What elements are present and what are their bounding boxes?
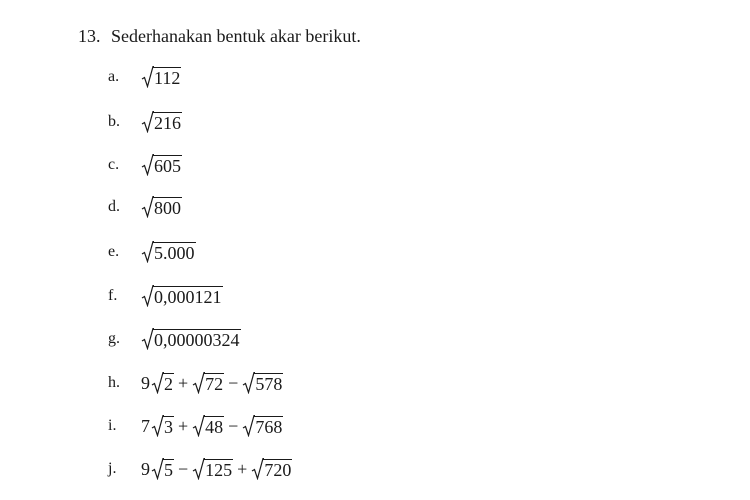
radicand: 125 [205,460,233,480]
radicand: 578 [255,374,283,394]
item-letter: h. [108,374,120,391]
radicand: 216 [154,113,181,133]
list-item [108,192,182,222]
radical-expression [141,196,182,218]
square-root [192,372,224,394]
operator: − [178,458,189,479]
list-item [108,237,196,267]
list-item [108,281,223,311]
square-root [251,458,292,480]
square-root [141,285,223,307]
list-item [108,150,182,180]
list-item [108,454,292,484]
radicand: 0,00000324 [154,330,240,350]
question-text: Sederhanakan bentuk akar berikut. [111,26,361,46]
radicand: 2 [164,374,173,394]
radical-expression [141,328,241,350]
square-root [141,241,196,263]
radical-expression [141,154,182,176]
square-root [192,415,224,437]
square-root [141,196,182,218]
list-item [108,368,283,398]
question-heading [78,26,361,47]
radical-expression [141,372,283,394]
radicand: 5.000 [154,243,195,263]
coefficient: 9 [141,458,150,479]
square-root [242,372,283,394]
coefficient: 7 [141,415,150,436]
item-letter: b. [108,113,120,130]
item-letter: f. [108,287,118,304]
operator: − [228,415,239,436]
radical-expression [141,66,181,88]
item-letter: a. [108,68,120,85]
item-letter: g. [108,330,120,347]
radical-expression [141,415,283,437]
operator: + [178,372,189,393]
square-root [242,415,283,437]
radicand: 3 [164,417,173,437]
radicand: 0,000121 [154,287,222,307]
radicand: 5 [164,460,173,480]
operator: − [228,372,239,393]
square-root [141,328,241,350]
radicand: 605 [154,156,181,176]
radicand: 768 [255,417,283,437]
coefficient: 9 [141,372,150,393]
square-root [151,415,174,437]
radicand: 800 [154,198,181,218]
item-letter: j. [108,460,117,477]
list-item [108,62,181,92]
square-root [192,458,233,480]
radical-expression [141,241,196,263]
radicand: 48 [205,417,224,437]
radical-expression [141,458,292,480]
radical-expression [141,111,182,133]
square-root [151,372,174,394]
radicand: 112 [154,68,181,88]
list-item [108,324,241,354]
operator: + [178,415,189,436]
question-number: 13. [78,26,101,46]
radicand: 72 [205,374,224,394]
square-root [141,66,181,88]
list-item [108,107,182,137]
list-item [108,411,283,441]
item-letter: i. [108,417,117,434]
item-letter: c. [108,156,120,173]
square-root [141,111,182,133]
item-letter: e. [108,243,120,260]
operator: + [237,458,248,479]
radical-expression [141,285,223,307]
item-letter: d. [108,198,120,215]
square-root [141,154,182,176]
square-root [151,458,174,480]
radicand: 720 [264,460,292,480]
